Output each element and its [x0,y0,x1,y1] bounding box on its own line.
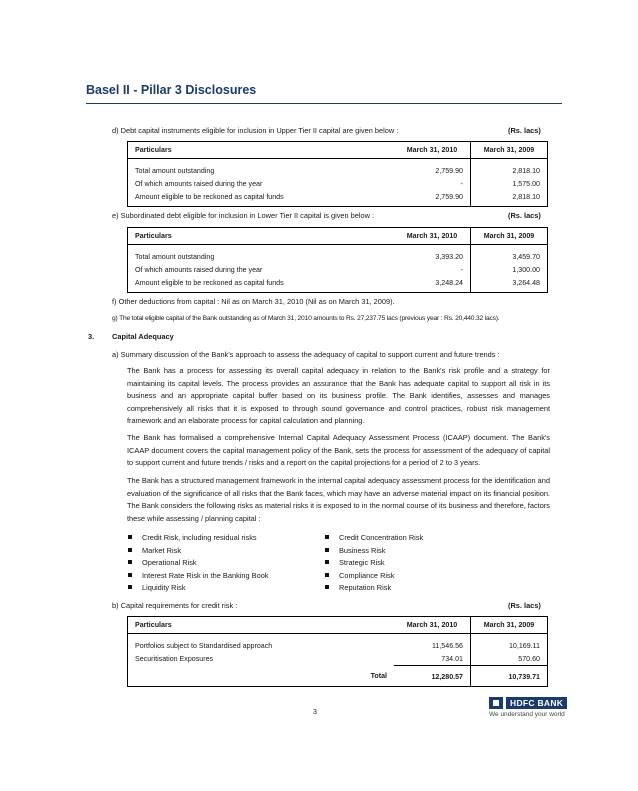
table-cell: 2,818.10 [471,159,548,178]
table-cell: 570.60 [471,652,548,666]
list-item: Credit Risk, including residual risks [128,532,269,545]
list-item: Business Risk [325,545,423,558]
table-row [128,190,548,207]
table-cell: Total amount outstanding [128,159,395,178]
table-cell: 3,459.70 [471,245,548,264]
paragraph: The Bank has a structured management framework in the internal capital adequacy assessment process for the identification and evaluation of the significance of all risks that the Bank faces, which may have an adverse material impact on its financial position. The Bank considers the following risks as material risks it is exposed to in the normal course of its business and therefore, factors these while assessing / planning capital : [127,476,550,523]
bullet-icon [128,535,132,539]
bank-logo-icon [489,697,503,709]
section-e-unit: (Rs. lacs) [508,211,541,220]
section-d-unit: (Rs. lacs) [508,126,541,135]
table-cell: 3,248.24 [394,276,471,293]
table-row [128,652,548,666]
table-cell: 10,169.11 [471,634,548,653]
table-cell: 1,575.00 [471,177,548,190]
bullet-icon [128,585,132,589]
table-row [128,159,548,178]
table-cell: Total amount outstanding [128,245,395,264]
table-row [128,263,548,276]
logo-name: HDFC BANK [506,697,567,709]
section-e-text: e) Subordinated debt eligible for inclusion in Lower Tier II capital is given below : [112,211,375,220]
section-g-text: g) The total eligible capital of the Bank outstanding as of March 31, 2010 amounts to Rs. 27,237.75 lacs (previous year : Rs. 20,440.32 lacs). [112,315,500,322]
logo-tagline: We understand your world [489,711,565,718]
table-row [128,634,548,653]
section-3b-text: b) Capital requirements for credit risk : [112,601,238,610]
table-cell: Amount eligible to be reckoned as capital funds [128,190,395,207]
col-header: March 31, 2010 [394,142,471,159]
bullet-icon [128,560,132,564]
section-3-title: Capital Adequacy [112,332,174,341]
list-item: Strategic Risk [325,557,423,570]
lower-tier-ii-table [127,227,548,293]
credit-risk-table [127,616,548,687]
page-title: Basel II - Pillar 3 Disclosures [86,83,257,97]
table-cell: 3,264.48 [471,276,548,293]
upper-tier-ii-table [127,141,548,207]
total-cell: 12,280.57 [394,666,471,687]
table-cell: 1,300.00 [471,263,548,276]
col-header: March 31, 2009 [471,617,548,634]
col-header: March 31, 2010 [394,617,471,634]
bullet-icon [325,560,329,564]
table-cell: Of which amounts raised during the year [128,177,395,190]
table-header-row [128,617,548,634]
page-number: 3 [313,709,317,716]
table-cell: Portfolios subject to Standardised approach [128,634,395,653]
section-3-number: 3. [88,332,95,341]
section-3a-text: a) Summary discussion of the Bank's approach to assess the adequacy of capital to support current and future trends : [112,350,500,359]
hdfc-logo [489,697,567,718]
total-row [128,666,548,687]
risk-list-left [128,532,269,595]
bullet-icon [325,548,329,552]
table-cell: 734.01 [441,654,463,663]
list-item: Interest Rate Risk in the Banking Book [128,570,269,583]
table-cell: Securitisation Exposures [128,652,395,666]
paragraph: The Bank has formalised a comprehensive Internal Capital Adequacy Assessment Process (ICAAP) document. The Bank's ICAAP document covers the capital management policy of the Bank, sets the process for assessment of the adequacy of capital to support current and future trends / risks and a report on the capital projections for a period of 2 to 3 years. [127,433,550,468]
col-header: March 31, 2010 [394,228,471,245]
list-item: Compliance Risk [325,570,423,583]
table-cell: - [460,179,463,188]
section-f-text: f) Other deductions from capital : Nil as on March 31, 2010 (Nil as on March 31, 2009). [112,297,395,306]
table-row [128,177,548,190]
risk-list-right [325,532,423,595]
total-label: Total [128,666,395,687]
list-item: Liquidity Risk [128,582,269,595]
bullet-icon [128,573,132,577]
table-cell: 2,759.90 [394,190,471,207]
col-header: Particulars [128,617,395,634]
bullet-icon [128,548,132,552]
table-header-row [128,142,548,159]
bullet-icon [325,585,329,589]
col-header: March 31, 2009 [471,228,548,245]
table-cell: 2,818.10 [471,190,548,207]
table-cell: 11,546.56 [431,641,463,650]
table-cell: - [460,265,463,274]
table-cell: 2,759.90 [435,166,463,175]
title-divider [86,103,562,104]
bullet-icon [325,573,329,577]
list-item: Credit Concentration Risk [325,532,423,545]
list-item: Reputation Risk [325,582,423,595]
col-header: Particulars [128,142,395,159]
section-d-text: d) Debt capital instruments eligible for inclusion in Upper Tier II capital are given below : [112,126,399,135]
table-header-row [128,228,548,245]
col-header: Particulars [128,228,395,245]
section-3b-unit: (Rs. lacs) [508,601,541,610]
list-item: Market Risk [128,545,269,558]
total-cell: 10,739.71 [471,666,548,687]
table-cell: 3,393.20 [435,252,463,261]
table-cell: Of which amounts raised during the year [128,263,395,276]
table-row [128,276,548,293]
paragraph: The Bank has a process for assessing its overall capital adequacy in relation to the Bank's risk profile and a strategy for maintaining its capital levels. The process provides an assurance that the Bank has adequate capital to support all risk in its business and an appropriate capital buffer based on its business profile. The Bank identifies, assesses and manages comprehensively all risks that it is exposed to through sound governance and control practices, robust risk management framework and an elaborate process for capital calculation and planning. [127,366,550,426]
table-cell: Amount eligible to be reckoned as capital funds [128,276,395,293]
table-row [128,245,548,264]
list-item: Operational Risk [128,557,269,570]
col-header: March 31, 2009 [471,142,548,159]
bullet-icon [325,535,329,539]
